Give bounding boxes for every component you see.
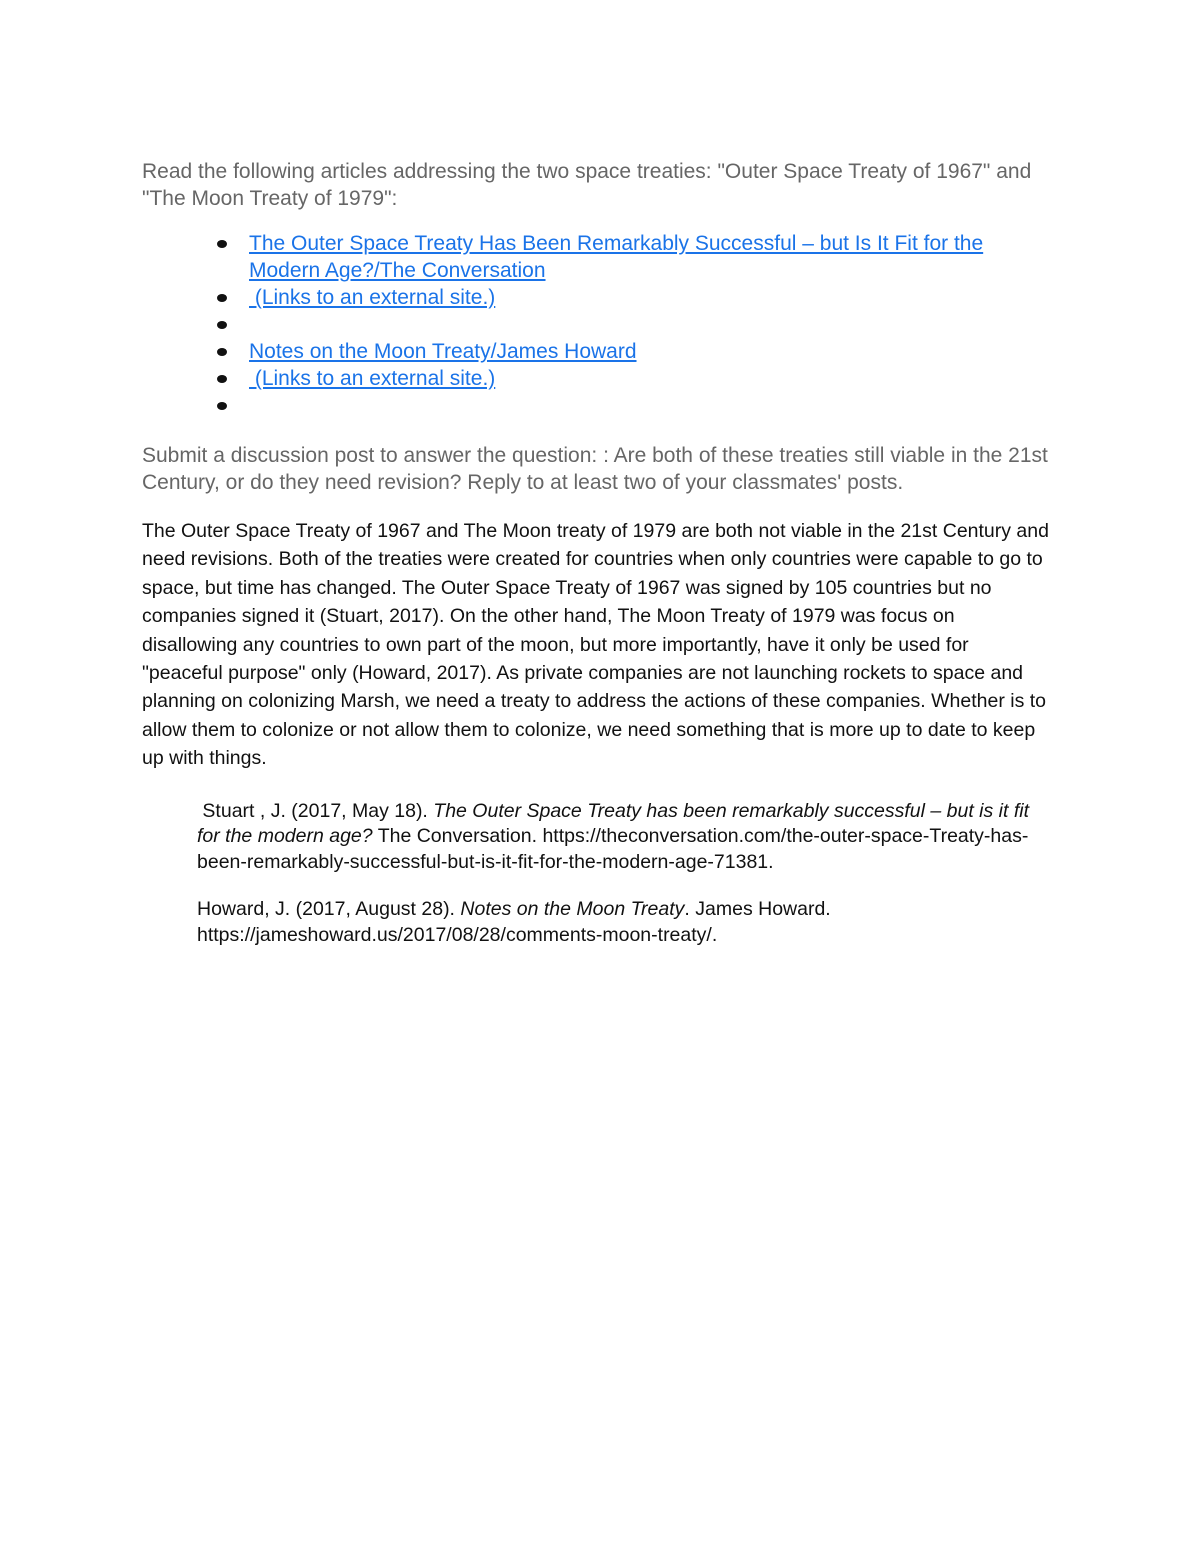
- reference-entry: [197, 897, 1057, 948]
- reference-entry: [197, 799, 1057, 876]
- bullet-icon: [217, 321, 227, 329]
- bullet-icon: [217, 402, 227, 410]
- intro-paragraph: Read the following articles addressing the two space treaties: "Outer Space Treaty of 1967" and "The Moon Treaty of 1979":: [142, 160, 1032, 210]
- list-item: [142, 284, 1052, 311]
- reference-source: The Conversation. https://theconversation.com/the-outer-space-Treaty-has-been-remarkably-successful-but-is-it-fit-for-the-modern-age-71381.: [197, 825, 1029, 873]
- list-item: [142, 338, 1052, 365]
- bullet-icon: [217, 348, 227, 356]
- outer-space-treaty-article-link[interactable]: The Outer Space Treaty Has Been Remarkably Successful – but Is It Fit for the Modern Age?/The Conversation: [249, 232, 984, 282]
- assignment-prompt: [142, 158, 1052, 496]
- bullet-icon: [217, 240, 227, 248]
- references-section: [142, 799, 1052, 949]
- answer-paragraph: The Outer Space Treaty of 1967 and The Moon treaty of 1979 are both not viable in the 21st Century and need revisions. Both of the treaties were created for countries when only countries were capable to go to space, but time has changed. The Outer Space Treaty of 1967 was signed by 105 countries but no companies signed it (Stuart, 2017). On the other hand, The Moon Treaty of 1979 was focus on disallowing any countries to own part of the moon, but more importantly, have it only be used for "peaceful purpose" only (Howard, 2017). As private companies are not launching rockets to space and planning on colonizing Marsh, we need a treaty to address the actions of these companies. Whether is to allow them to colonize or not allow them to colonize, we need something that is more up to date to keep up with things.: [142, 520, 1049, 770]
- bullet-icon: [217, 375, 227, 383]
- list-item: [142, 392, 1052, 419]
- article-link-list: [142, 230, 1052, 419]
- reference-author-date: Howard, J. (2017, August 28).: [197, 898, 461, 921]
- reference-title: Notes on the Moon Treaty: [460, 898, 685, 921]
- moon-treaty-article-link[interactable]: Notes on the Moon Treaty/James Howard: [249, 340, 637, 363]
- list-item: [142, 311, 1052, 338]
- reference-title: The Outer Space Treaty has been remarkably successful – but is it fit for the modern age?: [197, 799, 1030, 848]
- list-item: [142, 230, 1052, 284]
- reference-source: . James Howard. https://jameshoward.us/2017/08/28/comments-moon-treaty/.: [197, 898, 831, 946]
- list-item: [142, 365, 1052, 392]
- external-site-link[interactable]: (Links to an external site.): [249, 367, 496, 390]
- reference-author-date: Stuart , J. (2017, May 18).: [197, 799, 434, 822]
- discussion-question: Submit a discussion post to answer the question: : Are both of these treaties still viable in the 21st Century, or do they need revision? Reply to at least two of your classmates' posts.: [142, 444, 1048, 494]
- bullet-icon: [217, 294, 227, 302]
- document-content: [142, 158, 1052, 970]
- external-site-link[interactable]: (Links to an external site.): [249, 286, 496, 309]
